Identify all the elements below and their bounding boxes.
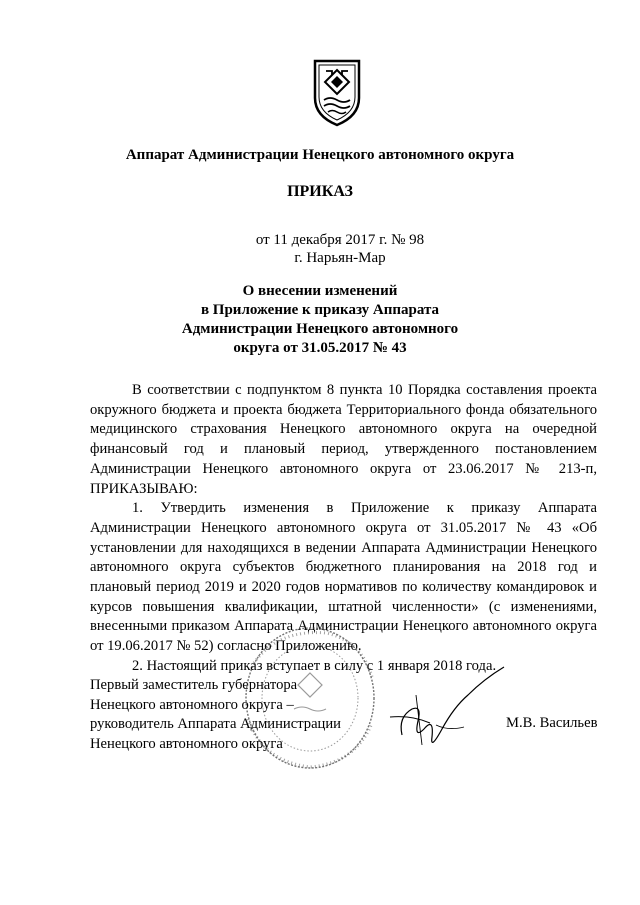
- order-item-2: 2. Настоящий приказ вступает в силу с 1 января 2018 года.: [132, 657, 497, 674]
- signatory-name: М.В. Васильев: [506, 715, 598, 731]
- signatory-line: Ненецкого автономного округа: [90, 735, 283, 752]
- order-item-1: 1. Утвердить изменения в Приложение к приказу Аппарата Администрации Ненецкого автономного округа от 31.05.2017 № 43 «Об установлении для находящихся в ведении Аппарата Администрации Ненецкого автономного округа субъектов бюджетного планирования на 2018 год и плановый период 2019 и 2020 годов нормативов по количеству командировок и курсов повышения квалификации, штатной численности» (с изменениями, внесенными приказом Аппарата Администрации Ненецкого автономного округа от 19.06.2017 № 52) согласно Приложению.: [90, 500, 597, 655]
- coat-of-arms-icon: [312, 58, 362, 128]
- signatory-line: Ненецкого автономного округа –: [90, 696, 294, 713]
- handwritten-signature: [372, 655, 512, 755]
- document-type: ПРИКАЗ: [287, 183, 353, 200]
- title-line: округа от 31.05.2017 № 43: [233, 340, 407, 356]
- official-seal-icon: [238, 623, 378, 773]
- preamble-paragraph: В соответствии с подпунктом 8 пункта 10 Порядка составления проекта окружного бюджета и проекта бюджета Территориального фонда обязательного медицинского страхования Ненецкого автономного округа на очередной финансовый год и плановый период, утвержденного постановлением Администрации Ненецкого автономного округа от 23.06.2017 № 213-п, ПРИКАЗЫВАЮ:: [90, 382, 597, 497]
- title-line: в Приложение к приказу Аппарата: [200, 302, 440, 318]
- document-place: г. Нарьян-Мар: [294, 250, 386, 266]
- title-line: Администрации Ненецкого автономного: [181, 321, 459, 337]
- signatory-line: руководитель Аппарата Администрации: [90, 716, 341, 732]
- signatory-line: Первый заместитель губернатора: [90, 677, 298, 693]
- title-line: О внесении изменений: [242, 283, 398, 299]
- document-title: [0, 282, 640, 358]
- document-date-number: от 11 декабря 2017 г. № 98: [255, 232, 425, 248]
- organization-name: Аппарат Администрации Ненецкого автономного округа: [125, 147, 515, 163]
